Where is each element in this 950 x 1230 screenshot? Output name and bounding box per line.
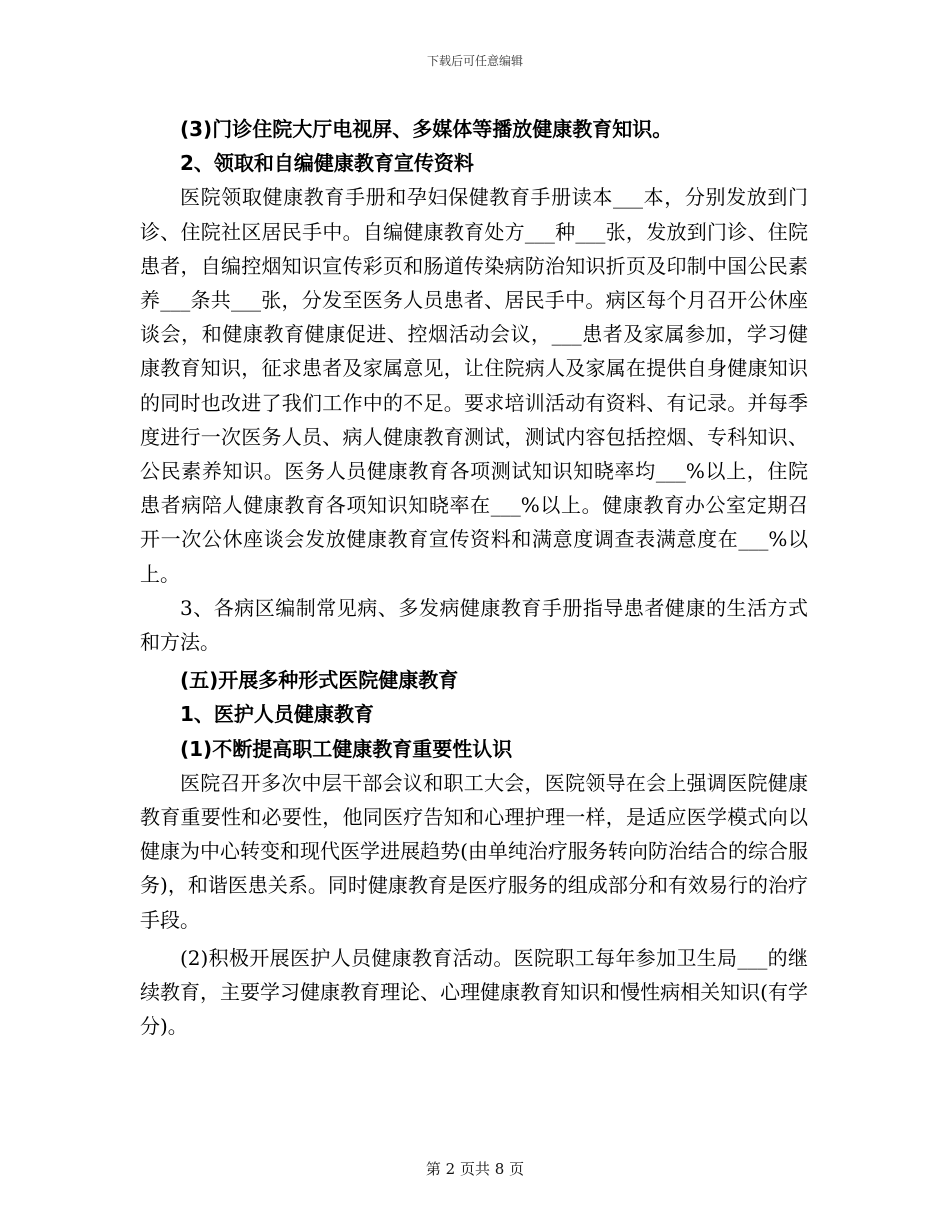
section-heading-1-awareness: (1)不断提高职工健康教育重要性认识	[180, 736, 513, 761]
section-heading-1-staff-education: 1、医护人员健康教育	[180, 702, 374, 727]
paragraph-ward-manuals: 3、各病区编制常见病、多发病健康教育手册指导患者健康的生活方式和方法。	[140, 595, 808, 655]
page-number: 第 2 页共 8 页	[425, 1160, 525, 1178]
section-heading-3-lobby-media: (3)门诊住院大厅电视屏、多媒体等播放健康教育知识。	[180, 117, 673, 141]
section-heading-2-materials: 2、领取和自编健康教育宣传资料	[180, 151, 474, 176]
document-body	[140, 112, 808, 1043]
paragraph-hospital-meetings: 医院召开多次中层干部会议和职工大会，医院领导在会上强调医院健康教育重要性和必要性，他同医疗告知和心理护理一样，是适应医学模式向以健康为中心转变和现代医学进展趋势(由单纯治疗服务转向防治结合的综合服务)，和谐医患关系。同时健康教育是医疗服务的组成部分和有效易行的治疗手段。	[140, 770, 808, 932]
section-heading-five-forms: (五)开展多种形式医院健康教育	[180, 668, 459, 693]
paragraph-staff-activities: (2)积极开展医护人员健康教育活动。医院职工每年参加卫生局___的继续教育，主要学习健康教育理论、心理健康教育知识和慢性病相关知识(有学分)。	[140, 945, 808, 1039]
paragraph-materials-distribution: 医院领取健康教育手册和孕妇保健教育手册读本___本，分别发放到门诊、住院社区居民手中。自编健康教育处方___种___张，发放到门诊、住院患者，自编控烟知识宣传彩页和肠道传染病防治知识折页及印制中国公民素养___条共___张，分发至医务人员患者、居民手中。病区每个月召开公休座谈会，和健康教育健康促进、控烟活动会议，___患者及家属参加，学习健康教育知识，征求患者及家属意见，让住院病人及家属在提供自身健康知识的同时也改进了我们工作中的不足。要求培训活动有资料、有记录。并每季度进行一次医务人员、病人健康教育测试，测试内容包括控烟、专科知识、公民素养知识。医务人员健康教育各项测试知识知晓率均___%以上，住院患者病陪人健康教育各项知识知晓率在___%以上。健康教育办公室定期召开一次公休座谈会发放健康教育宣传资料和满意度调查表满意度在___%以上。	[140, 185, 808, 586]
header-note: 下载后可任意编辑	[426, 54, 523, 68]
